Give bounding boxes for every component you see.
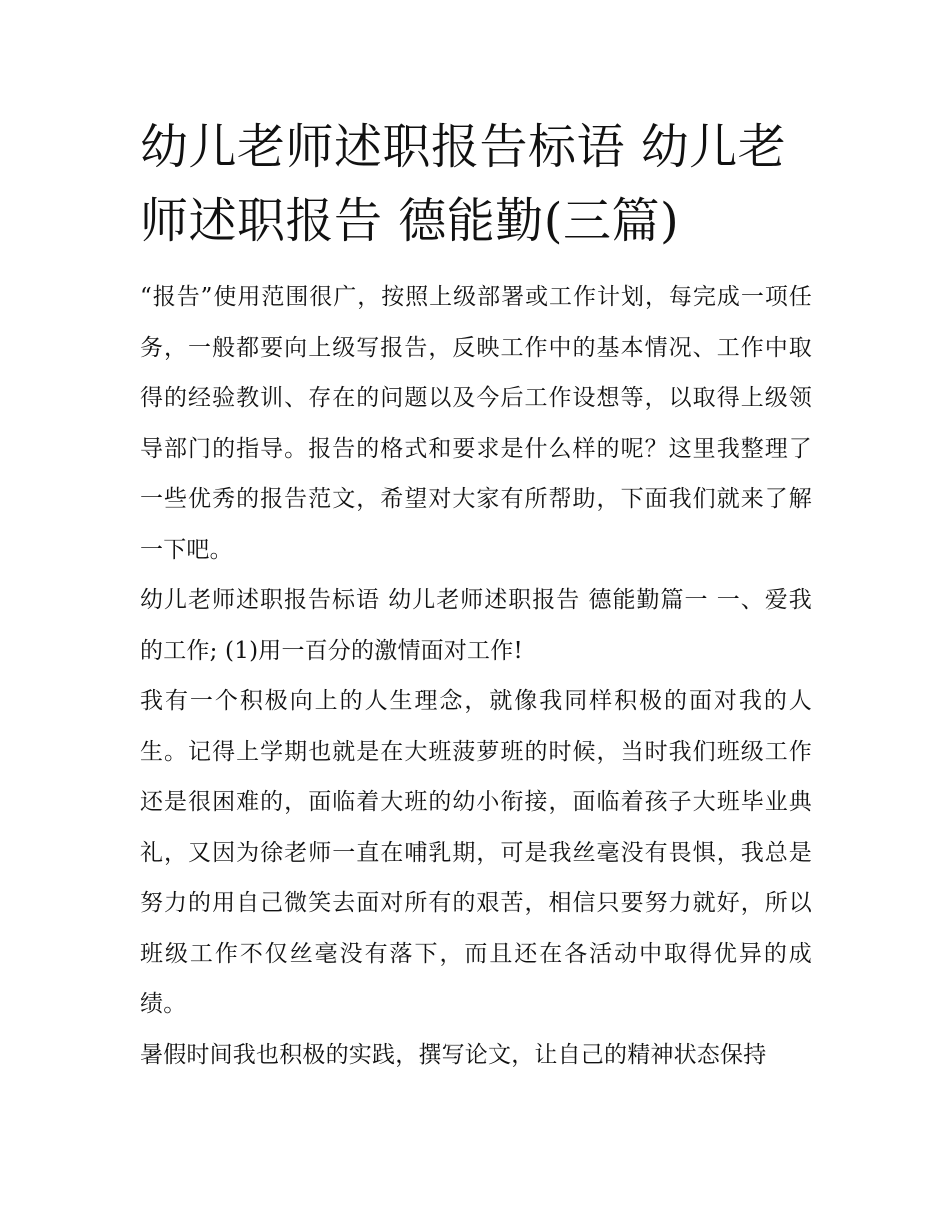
- paragraph-intro: “报告”使用范围很广，按照上级部署或工作计划，每完成一项任务，一般都要向上级写报告，反映工作中的基本情况、工作中取得的经验教训、存在的问题以及今后工作设想等，以取得上级领导部门的指导。报告的格式和要求是什么样的呢？这里我整理了一些优秀的报告范文，希望对大家有所帮助，下面我们就来了解一下吧。: [140, 284, 812, 563]
- document-title: 幼儿老师述职报告标语 幼儿老师述职报告 德能勤(三篇): [140, 119, 787, 249]
- paragraph-section-heading: 幼儿老师述职报告标语 幼儿老师述职报告 德能勤篇一 一、爱我的工作; (1)用一百分的激情面对工作!: [140, 587, 812, 664]
- paragraph-continued: 暑假时间我也积极的实践，撰写论文，让自己的精神状态保持: [140, 1041, 767, 1068]
- paragraph-body: 我有一个积极向上的人生理念，就像我同样积极的面对我的人生。记得上学期也就是在大班菠萝班的时候，当时我们班级工作还是很困难的，面临着大班的幼小衔接，面临着孩子大班毕业典礼，又因为徐老师一直在哺乳期，可是我丝毫没有畏惧，我总是努力的用自己微笑去面对所有的艰苦，相信只要努力就好，所以班级工作不仅丝毫没有落下，而且还在各活动中取得优异的成绩。: [140, 688, 812, 1017]
- document-body: [140, 110, 812, 1080]
